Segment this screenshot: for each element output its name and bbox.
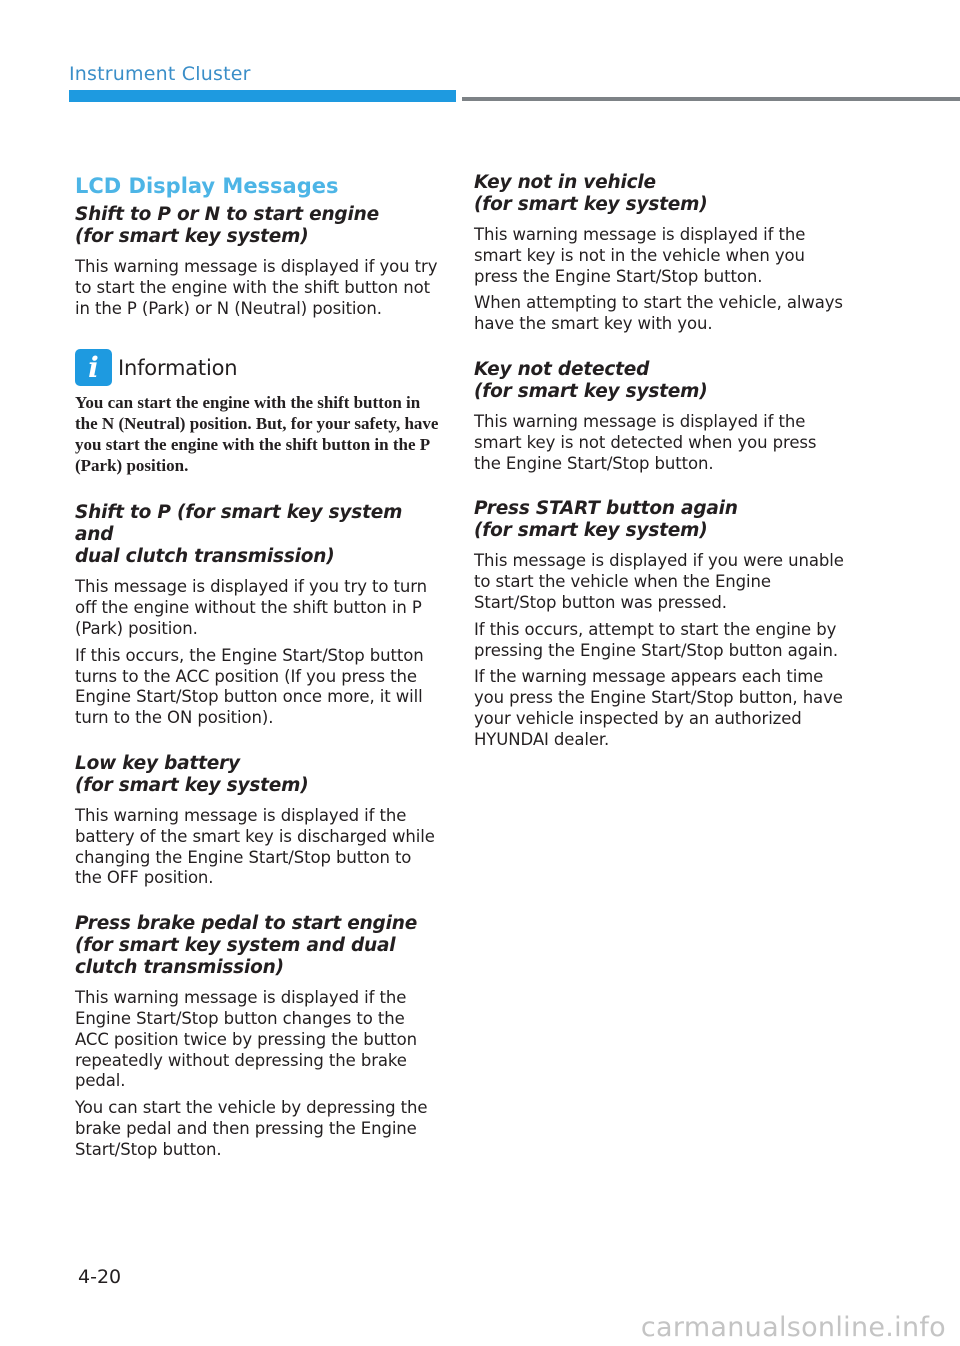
message-description: If this occurs, attempt to start the engine by pressing the Engine Start/Stop button again. (474, 619, 838, 660)
running-header: Instrument Cluster (69, 63, 251, 85)
message-description: This message is displayed if you were unable to start the vehicle when the Engine Start/Stop button was pressed. (474, 551, 844, 612)
message-press-start-again (474, 498, 844, 750)
message-description: You can start the vehicle by depressing the brake pedal and then pressing the Engine Start/Stop button. (75, 1098, 428, 1159)
message-heading: Press brake pedal to start engine (for smart key system and dual clutch transmission) (75, 913, 418, 979)
message-description: This warning message is displayed if the Engine Start/Stop button changes to the ACC position twice by pressing the button repeatedly without depressing the brake pedal. (75, 988, 418, 1091)
message-shift-p-or-n (75, 204, 440, 319)
watermark: carmanualsonline.info (640, 1312, 946, 1343)
header-rule (462, 97, 960, 101)
message-press-brake-pedal (75, 913, 440, 1160)
message-shift-to-p (75, 502, 440, 729)
section-title: LCD Display Messages (75, 174, 339, 198)
message-low-key-battery (75, 753, 440, 889)
information-header (75, 349, 440, 386)
message-key-not-in-vehicle (474, 172, 844, 335)
message-description: This warning message is displayed if the smart key is not in the vehicle when you press the Engine Start/Stop button. (474, 225, 806, 286)
message-description: This warning message is displayed if the smart key is not detected when you press the Engine Start/Stop button. (474, 411, 817, 473)
right-column (474, 172, 844, 775)
header-accent-bar (69, 90, 456, 102)
message-description: When attempting to start the vehicle, always have the smart key with you. (474, 293, 843, 334)
message-description: If this occurs, the Engine Start/Stop button turns to the ACC position (If you press the Engine Start/Stop button once more, it will turn to the ON position). (75, 645, 424, 728)
message-description: This message is displayed if you try to turn off the engine without the shift button in P (Park) position. (75, 577, 427, 638)
message-description: This warning message is displayed if you try to start the engine with the shift button not in the P (Park) or N (Neutral) position. (75, 257, 438, 318)
message-heading: Key not detected (for smart key system) (474, 358, 708, 402)
information-text: You can start the engine with the shift button in the N (Neutral) position. But, for your safety, have you start the engine with the shift button in the P (Park) position. (75, 393, 439, 476)
message-heading: Press START button again (for smart key system) (474, 498, 738, 542)
info-icon: i (75, 349, 112, 386)
message-description: If the warning message appears each time you press the Engine Start/Stop button, have your vehicle inspected by an authorized HYUNDAI dealer. (474, 667, 843, 749)
message-heading: Shift to P or N to start engine (for smart key system) (75, 204, 379, 247)
message-heading: Low key battery (for smart key system) (75, 752, 309, 796)
left-column (75, 172, 440, 1185)
information-title: Information (118, 355, 238, 380)
message-description: This warning message is displayed if the battery of the smart key is discharged while changing the Engine Start/Stop button to the OFF position. (75, 805, 435, 888)
message-heading: Key not in vehicle (for smart key system) (474, 172, 708, 215)
message-heading: Shift to P (for smart key system and dual clutch transmission) (75, 502, 403, 568)
page-number: 4-20 (78, 1266, 122, 1288)
message-key-not-detected (474, 359, 844, 474)
